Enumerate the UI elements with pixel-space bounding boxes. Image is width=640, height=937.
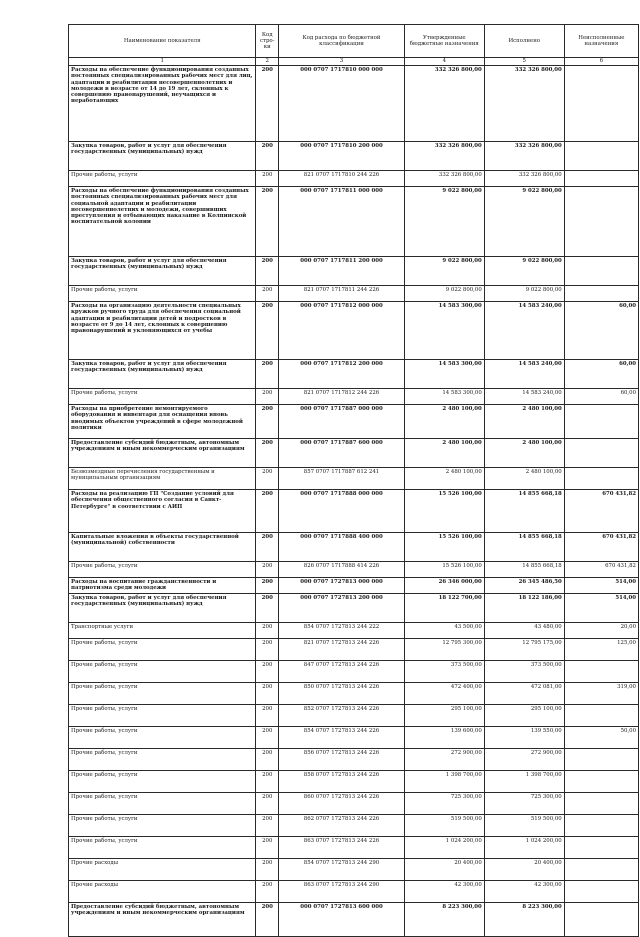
row-classification: 000 0707 1727813 200 000 — [279, 594, 405, 623]
row-unexecuted — [564, 749, 638, 771]
row-line-code: 200 — [256, 837, 279, 859]
table-row — [69, 623, 639, 639]
table-row — [69, 360, 639, 389]
row-executed: 1 024 200,00 — [484, 837, 564, 859]
row-name: Капитальные вложения в объекты государственной (муниципальной) собственности — [69, 533, 256, 562]
row-name: Прочие работы, услуги — [69, 793, 256, 815]
row-executed: 18 122 186,00 — [484, 594, 564, 623]
row-line-code: 200 — [256, 171, 279, 187]
table-row — [69, 903, 639, 937]
table-row — [69, 815, 639, 837]
row-name: Безвозмездные перечисления государственным и муниципальным организациям — [69, 468, 256, 490]
row-unexecuted: 514,00 — [564, 578, 638, 594]
row-approved: 472 400,00 — [404, 683, 484, 705]
row-classification: 000 0707 1717888 000 000 — [279, 490, 405, 533]
row-unexecuted — [564, 257, 638, 286]
row-unexecuted — [564, 881, 638, 903]
row-line-code: 200 — [256, 903, 279, 937]
row-approved: 9 022 800,00 — [404, 257, 484, 286]
row-name: Транспортные услуги — [69, 623, 256, 639]
row-name: Прочие расходы — [69, 859, 256, 881]
row-name: Прочие работы, услуги — [69, 171, 256, 187]
row-unexecuted — [564, 859, 638, 881]
table-row — [69, 286, 639, 302]
table-row — [69, 257, 639, 286]
column-number-row — [69, 58, 639, 66]
row-name: Прочие работы, услуги — [69, 749, 256, 771]
row-line-code: 200 — [256, 727, 279, 749]
row-classification: 000 0707 1717887 600 000 — [279, 439, 405, 468]
row-unexecuted — [564, 66, 638, 142]
header-row — [69, 25, 639, 58]
header-name: Наименование показателя — [69, 25, 256, 58]
row-approved: 725 300,00 — [404, 793, 484, 815]
row-executed: 272 900,00 — [484, 749, 564, 771]
row-executed: 332 326 800,00 — [484, 171, 564, 187]
row-executed: 2 480 100,00 — [484, 405, 564, 439]
row-approved: 26 346 000,00 — [404, 578, 484, 594]
row-name: Расходы на обеспечение функционирования созданных постоянных специализированных рабочих мест для социальной адаптации и реабилитации несовершеннолетних и молодежи, совершивших преступления и отбывающих наказание в Колпинской воспитательной колонии — [69, 187, 256, 257]
row-unexecuted — [564, 439, 638, 468]
table-row — [69, 142, 639, 171]
row-classification: 000 0707 1717812 200 000 — [279, 360, 405, 389]
row-unexecuted: 60,00 — [564, 360, 638, 389]
row-classification: 860 0707 1727813 244 226 — [279, 793, 405, 815]
row-name: Прочие работы, услуги — [69, 639, 256, 661]
header-executed: Исполнено — [484, 25, 564, 58]
row-executed: 14 583 240,00 — [484, 302, 564, 360]
row-line-code: 200 — [256, 661, 279, 683]
row-classification: 856 0707 1727813 244 226 — [279, 749, 405, 771]
row-name: Прочие работы, услуги — [69, 389, 256, 405]
table-row — [69, 171, 639, 187]
row-approved: 295 100,00 — [404, 705, 484, 727]
row-name: Расходы на реализацию ГП "Создание условий для обеспечения общественного согласия в Санкт-Петербурге" в соответствии с АИП — [69, 490, 256, 533]
row-line-code: 200 — [256, 639, 279, 661]
col-number: 1 — [69, 58, 256, 66]
row-approved: 20 400,00 — [404, 859, 484, 881]
row-approved: 519 500,00 — [404, 815, 484, 837]
row-executed: 332 326 800,00 — [484, 66, 564, 142]
row-line-code: 200 — [256, 302, 279, 360]
row-unexecuted: 60,00 — [564, 302, 638, 360]
row-approved: 14 583 300,00 — [404, 360, 484, 389]
row-approved: 1 398 700,00 — [404, 771, 484, 793]
row-line-code: 200 — [256, 490, 279, 533]
table-row — [69, 705, 639, 727]
row-classification: 863 0707 1727813 244 290 — [279, 881, 405, 903]
row-approved: 332 326 800,00 — [404, 66, 484, 142]
table-row — [69, 837, 639, 859]
table-row — [69, 771, 639, 793]
row-unexecuted — [564, 815, 638, 837]
row-line-code: 200 — [256, 623, 279, 639]
row-executed: 8 223 300,00 — [484, 903, 564, 937]
row-classification: 854 0707 1727813 244 226 — [279, 727, 405, 749]
row-executed: 1 398 700,00 — [484, 771, 564, 793]
row-unexecuted — [564, 837, 638, 859]
row-line-code: 200 — [256, 749, 279, 771]
row-approved: 15 526 100,00 — [404, 533, 484, 562]
row-unexecuted — [564, 142, 638, 171]
table-row — [69, 468, 639, 490]
row-unexecuted: 670 431,82 — [564, 533, 638, 562]
table-row — [69, 578, 639, 594]
row-name: Предоставление субсидий бюджетным, автономным учреждениям и иным некоммерческим организациям — [69, 903, 256, 937]
row-classification: 862 0707 1727813 244 226 — [279, 815, 405, 837]
row-executed: 519 500,00 — [484, 815, 564, 837]
row-classification: 826 0707 1717888 414 226 — [279, 562, 405, 578]
row-line-code: 200 — [256, 705, 279, 727]
table-row — [69, 594, 639, 623]
row-line-code: 200 — [256, 360, 279, 389]
row-executed: 9 022 800,00 — [484, 187, 564, 257]
table-row — [69, 66, 639, 142]
row-line-code: 200 — [256, 439, 279, 468]
row-approved: 14 583 300,00 — [404, 302, 484, 360]
header-line-code: Код стро-ки — [256, 25, 279, 58]
row-line-code: 200 — [256, 859, 279, 881]
row-unexecuted — [564, 405, 638, 439]
row-approved: 14 583 300,00 — [404, 389, 484, 405]
row-line-code: 200 — [256, 533, 279, 562]
row-unexecuted: 670 431,82 — [564, 562, 638, 578]
row-line-code: 200 — [256, 771, 279, 793]
row-line-code: 200 — [256, 405, 279, 439]
row-executed: 26 345 486,50 — [484, 578, 564, 594]
table-row — [69, 187, 639, 257]
row-approved: 2 480 100,00 — [404, 405, 484, 439]
row-approved: 9 022 800,00 — [404, 286, 484, 302]
row-classification: 863 0707 1727813 244 226 — [279, 837, 405, 859]
row-name: Предоставление субсидий бюджетным, автономным учреждениям и иным некоммерческим организациям — [69, 439, 256, 468]
row-executed: 139 550,00 — [484, 727, 564, 749]
row-classification: 000 0707 1717812 000 000 — [279, 302, 405, 360]
row-classification: 000 0707 1717811 200 000 — [279, 257, 405, 286]
row-line-code: 200 — [256, 142, 279, 171]
row-classification: 857 0707 1717887 612 241 — [279, 468, 405, 490]
row-classification: 000 0707 1717888 400 000 — [279, 533, 405, 562]
col-number: 6 — [564, 58, 638, 66]
col-number: 4 — [404, 58, 484, 66]
row-approved: 332 326 800,00 — [404, 171, 484, 187]
row-executed: 14 583 240,00 — [484, 389, 564, 405]
row-unexecuted: 50,00 — [564, 727, 638, 749]
row-classification: 850 0707 1727813 244 226 — [279, 683, 405, 705]
row-classification: 000 0707 1717887 000 000 — [279, 405, 405, 439]
table-row — [69, 727, 639, 749]
row-executed: 295 100,00 — [484, 705, 564, 727]
row-name: Прочие работы, услуги — [69, 815, 256, 837]
row-name: Прочие расходы — [69, 881, 256, 903]
row-line-code: 200 — [256, 389, 279, 405]
row-approved: 2 480 100,00 — [404, 468, 484, 490]
row-classification: 821 0707 1717811 244 226 — [279, 286, 405, 302]
row-unexecuted — [564, 705, 638, 727]
row-approved: 2 480 100,00 — [404, 439, 484, 468]
row-classification: 847 0707 1727813 244 226 — [279, 661, 405, 683]
row-approved: 272 900,00 — [404, 749, 484, 771]
row-name: Расходы на организацию деятельности специальных кружков ручного труда для обеспечения социальной адаптации и реабилитации детей и подростков в возрасте от 9 до 14 лет, склонных к совершению правонарушений и уклоняющихся от учебы — [69, 302, 256, 360]
row-unexecuted: 60,00 — [564, 389, 638, 405]
row-unexecuted: 670 431,82 — [564, 490, 638, 533]
row-name: Закупка товаров, работ и услуг для обеспечения государственных (муниципальных) нужд — [69, 142, 256, 171]
row-unexecuted — [564, 286, 638, 302]
row-classification: 858 0707 1727813 244 226 — [279, 771, 405, 793]
row-executed: 14 855 668,18 — [484, 562, 564, 578]
row-unexecuted — [564, 771, 638, 793]
row-unexecuted — [564, 468, 638, 490]
row-name: Прочие работы, услуги — [69, 661, 256, 683]
row-name: Прочие работы, услуги — [69, 705, 256, 727]
row-name: Закупка товаров, работ и услуг для обеспечения государственных (муниципальных) нужд — [69, 594, 256, 623]
report-page — [68, 24, 639, 937]
col-number: 5 — [484, 58, 564, 66]
row-classification: 854 0707 1727813 244 290 — [279, 859, 405, 881]
row-executed: 20 400,00 — [484, 859, 564, 881]
row-name: Прочие работы, услуги — [69, 727, 256, 749]
row-name: Прочие работы, услуги — [69, 562, 256, 578]
row-executed: 2 480 100,00 — [484, 439, 564, 468]
row-unexecuted: 20,00 — [564, 623, 638, 639]
table-row — [69, 490, 639, 533]
row-unexecuted — [564, 171, 638, 187]
row-line-code: 200 — [256, 562, 279, 578]
row-approved: 18 122 700,00 — [404, 594, 484, 623]
row-executed: 9 022 800,00 — [484, 257, 564, 286]
row-line-code: 200 — [256, 881, 279, 903]
row-unexecuted — [564, 661, 638, 683]
table-row — [69, 639, 639, 661]
row-classification: 000 0707 1717810 000 000 — [279, 66, 405, 142]
row-name: Расходы на обеспечение функционирования созданных постоянных специализированных рабочих мест для лиц, адаптации и реабилитации несовершеннолетних и молодежи в возрасте от 14 до 19 лет, склонных к совершению правонарушений, неучащихся и неработающих — [69, 66, 256, 142]
row-unexecuted — [564, 793, 638, 815]
row-name: Прочие работы, услуги — [69, 837, 256, 859]
row-line-code: 200 — [256, 257, 279, 286]
row-executed: 373 500,00 — [484, 661, 564, 683]
table-row — [69, 661, 639, 683]
row-approved: 139 600,00 — [404, 727, 484, 749]
row-name: Расходы на воспитание гражданственности и патриотизма среди молодежи — [69, 578, 256, 594]
row-name: Закупка товаров, работ и услуг для обеспечения государственных (муниципальных) нужд — [69, 257, 256, 286]
row-line-code: 200 — [256, 468, 279, 490]
table-row — [69, 439, 639, 468]
row-name: Закупка товаров, работ и услуг для обеспечения государственных (муниципальных) нужд — [69, 360, 256, 389]
table-row — [69, 562, 639, 578]
row-approved: 42 300,00 — [404, 881, 484, 903]
row-classification: 000 0707 1717810 200 000 — [279, 142, 405, 171]
row-line-code: 200 — [256, 793, 279, 815]
row-line-code: 200 — [256, 66, 279, 142]
row-executed: 472 081,00 — [484, 683, 564, 705]
row-classification: 821 0707 1717812 244 226 — [279, 389, 405, 405]
table-row — [69, 533, 639, 562]
row-approved: 15 526 100,00 — [404, 562, 484, 578]
row-line-code: 200 — [256, 815, 279, 837]
row-executed: 9 022 800,00 — [484, 286, 564, 302]
row-executed: 725 300,00 — [484, 793, 564, 815]
row-name: Расходы на приобретение немонтируемого оборудования и инвентаря для оснащения вновь вводимых объектов учреждений в сфере молодежной политики — [69, 405, 256, 439]
row-approved: 43 500,00 — [404, 623, 484, 639]
row-executed: 12 795 175,00 — [484, 639, 564, 661]
header-classification: Код расхода по бюджетной классификации — [279, 25, 405, 58]
header-approved: Утвержденные бюджетные назначения — [404, 25, 484, 58]
row-unexecuted: 319,00 — [564, 683, 638, 705]
row-line-code: 200 — [256, 286, 279, 302]
row-classification: 852 0707 1727813 244 226 — [279, 705, 405, 727]
table-row — [69, 859, 639, 881]
row-classification: 000 0707 1727813 000 000 — [279, 578, 405, 594]
row-name: Прочие работы, услуги — [69, 771, 256, 793]
row-unexecuted: 125,00 — [564, 639, 638, 661]
row-name: Прочие работы, услуги — [69, 683, 256, 705]
row-line-code: 200 — [256, 683, 279, 705]
row-approved: 9 022 800,00 — [404, 187, 484, 257]
table-row — [69, 405, 639, 439]
col-number: 2 — [256, 58, 279, 66]
header-unexecuted: Неисполненные назначения — [564, 25, 638, 58]
table-row — [69, 302, 639, 360]
row-executed: 332 326 800,00 — [484, 142, 564, 171]
row-classification: 000 0707 1727813 600 000 — [279, 903, 405, 937]
table-row — [69, 389, 639, 405]
row-unexecuted — [564, 187, 638, 257]
row-line-code: 200 — [256, 594, 279, 623]
row-executed: 14 855 668,18 — [484, 533, 564, 562]
row-approved: 8 223 300,00 — [404, 903, 484, 937]
row-unexecuted — [564, 903, 638, 937]
table-row — [69, 749, 639, 771]
row-classification: 821 0707 1727813 244 226 — [279, 639, 405, 661]
row-classification: 854 0707 1727813 244 222 — [279, 623, 405, 639]
row-classification: 000 0707 1717811 000 000 — [279, 187, 405, 257]
row-name: Прочие работы, услуги — [69, 286, 256, 302]
col-number: 3 — [279, 58, 405, 66]
row-approved: 15 526 100,00 — [404, 490, 484, 533]
budget-execution-table — [68, 24, 639, 937]
row-executed: 42 300,00 — [484, 881, 564, 903]
row-approved: 12 795 300,00 — [404, 639, 484, 661]
row-approved: 373 500,00 — [404, 661, 484, 683]
row-approved: 1 024 200,00 — [404, 837, 484, 859]
row-executed: 43 480,00 — [484, 623, 564, 639]
row-approved: 332 326 800,00 — [404, 142, 484, 171]
table-row — [69, 793, 639, 815]
row-unexecuted: 514,00 — [564, 594, 638, 623]
table-row — [69, 881, 639, 903]
row-classification: 821 0707 1717810 244 226 — [279, 171, 405, 187]
row-executed: 14 583 240,00 — [484, 360, 564, 389]
row-line-code: 200 — [256, 187, 279, 257]
row-executed: 2 480 100,00 — [484, 468, 564, 490]
row-line-code: 200 — [256, 578, 279, 594]
row-executed: 14 855 668,18 — [484, 490, 564, 533]
table-body — [69, 66, 639, 937]
table-row — [69, 683, 639, 705]
